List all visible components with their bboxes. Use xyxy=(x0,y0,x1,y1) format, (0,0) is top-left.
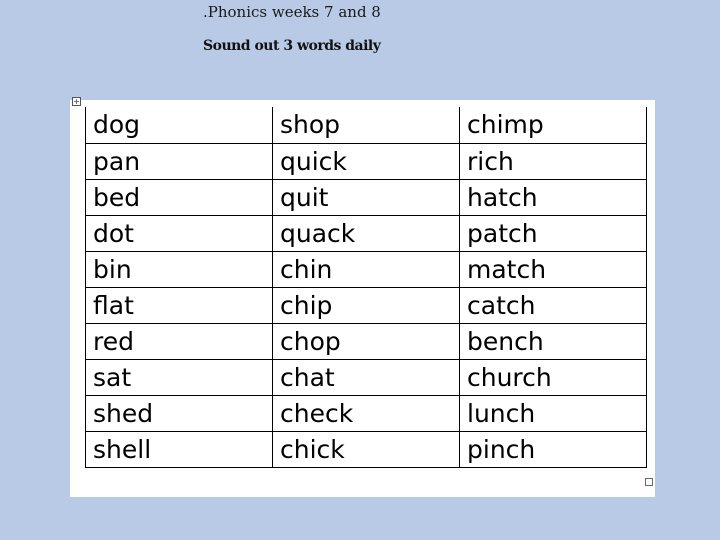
table-row xyxy=(86,251,647,287)
table-cell: church xyxy=(460,359,647,395)
table-cell: check xyxy=(273,395,460,431)
table-row xyxy=(86,179,647,215)
table-cell: shed xyxy=(86,395,273,431)
word-table xyxy=(85,107,647,468)
table-row xyxy=(86,359,647,395)
table-cell: chimp xyxy=(460,107,647,143)
table-cell: flat xyxy=(86,287,273,323)
table-cell: pinch xyxy=(460,431,647,467)
table-cell: bin xyxy=(86,251,273,287)
table-row xyxy=(86,287,647,323)
table-cell: pan xyxy=(86,143,273,179)
table-row xyxy=(86,107,647,143)
table-cell: bed xyxy=(86,179,273,215)
table-row xyxy=(86,323,647,359)
table-cell: dot xyxy=(86,215,273,251)
table-row xyxy=(86,143,647,179)
table-cell: chin xyxy=(273,251,460,287)
table-cell: hatch xyxy=(460,179,647,215)
table-cell: rich xyxy=(460,143,647,179)
table-cell: chip xyxy=(273,287,460,323)
table-cell: sat xyxy=(86,359,273,395)
table-cell: lunch xyxy=(460,395,647,431)
table-cell: chick xyxy=(273,431,460,467)
table-cell: catch xyxy=(460,287,647,323)
table-cell: quack xyxy=(273,215,460,251)
table-cell: chop xyxy=(273,323,460,359)
table-cell: chat xyxy=(273,359,460,395)
table-cell: match xyxy=(460,251,647,287)
table-cell: dog xyxy=(86,107,273,143)
table-row xyxy=(86,431,647,467)
table-cell: shell xyxy=(86,431,273,467)
table-cell: red xyxy=(86,323,273,359)
table-cell: bench xyxy=(460,323,647,359)
table-resize-icon[interactable] xyxy=(645,478,653,486)
table-cell: quit xyxy=(273,179,460,215)
table-cell: patch xyxy=(460,215,647,251)
table-row xyxy=(86,395,647,431)
table-row xyxy=(86,215,647,251)
table-cell: quick xyxy=(273,143,460,179)
table-move-icon[interactable]: + xyxy=(73,97,80,106)
page-title: .Phonics weeks 7 and 8 xyxy=(203,3,381,21)
page-subtitle: Sound out 3 words daily xyxy=(203,38,381,54)
table-cell: shop xyxy=(273,107,460,143)
